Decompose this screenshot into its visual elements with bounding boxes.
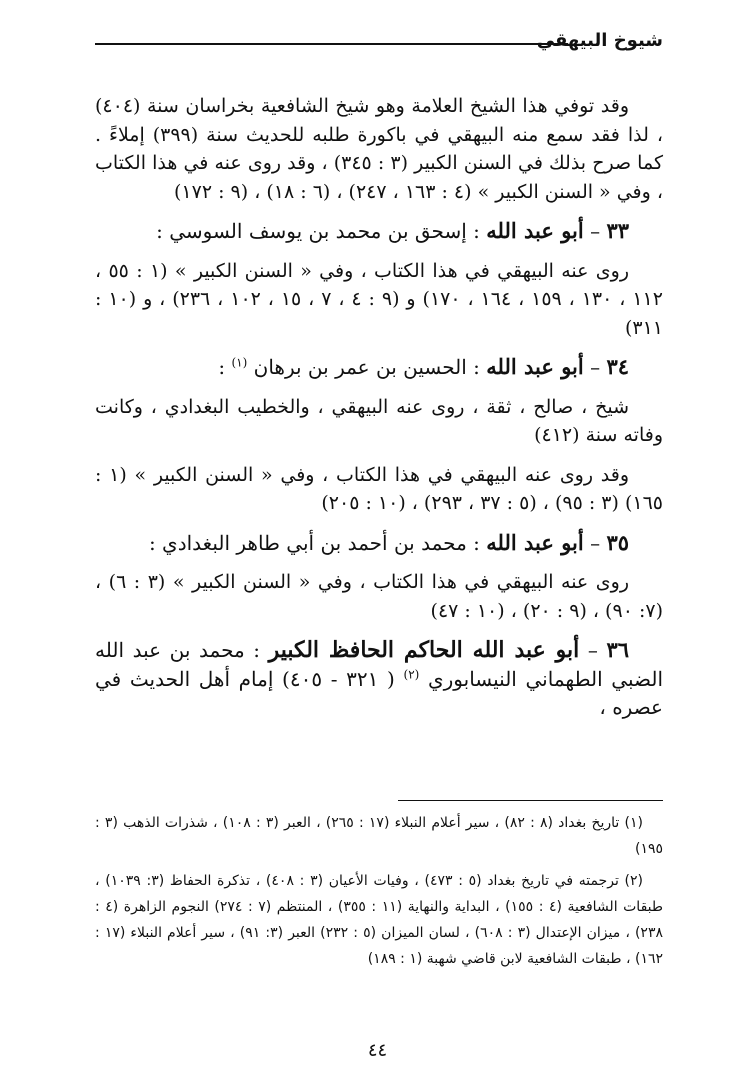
paragraph-intro: وقد توفي هذا الشيخ العلامة وهو شيخ الشافعية بخراسان سنة (٤٠٤) ، لذا فقد سمع منه البيهقي في باكورة طلبه للحديث سنة (٣٩٩) إملاءً . كما صرح بذلك في السنن الكبير (٣ : ٣٤٥) ، وقد روى عنه في هذا الكتاب ، وفي « السنن الكبير » (٤ : ١٦٣ ، ٢٤٧) ، (٦ : ١٨) ، (٩ : ١٧٢) — [95, 95, 664, 203]
entry-kunya: أبو عبد الله — [486, 218, 584, 243]
page-number: ٤٤ — [367, 1040, 388, 1061]
entry-tail: ( ٣٢١ - ٤٠٥) إمام أهل الحديث في عصره ، — [95, 666, 663, 719]
entry-name: : محمد بن أحمد بن أبي طاهر البغدادي : — [148, 530, 480, 555]
footnotes — [95, 810, 663, 978]
entry-kunya: أبو عبد الله — [486, 354, 584, 379]
footnote-2: (٢) ترجمته في تاريخ بغداد (٥ : ٤٧٣) ، وفيات الأعيان (٣ : ٤٠٨) ، تذكرة الحفاظ (٣: ١٠٣٩) ، طبقات الشافعية (٤ : ١٥٥) ، البداية والنهاية (١١ : ٣٥٥) ، المنتظم (٧ : ٢٧٤) النجوم الزاهرة (٤ : ٢٣٨) ، ميزان الإعتدال (٣ : ٦٠٨) ، لسان الميزان (٥ : ٢٣٢) العبر (٣: ٩١) ، سير أعلام النبلاء (١٧ : ١٦٢) ، طبقات الشافعية لابن قاضي شهبة (١ : ١٨٩) — [95, 873, 664, 967]
running-title: شيوخ البيهقي — [536, 30, 663, 51]
footnote-1: (١) تاريخ بغداد (٨ : ٨٢) ، سير أعلام النبلاء (١٧ : ٢٦٥) ، العبر (٣ : ١٠٨) ، شذرات الذهب (٣ : ١٩٥) — [95, 815, 663, 857]
entry-33-text: روى عنه البيهقي في هذا الكتاب ، وفي « السنن الكبير » (١ : ٥٥ ، ١١٢ ، ١٣٠ ، ١٥٩ ، ١٦٤ ، ١٧٠) و (٩ : ٤ ، ٧ ، ١٥ ، ١٠٢ ، ٢٣٦) ، و (١٠ : ٣١١) — [95, 259, 663, 339]
header-rule — [95, 43, 568, 45]
entry-number: ٣٣ — [606, 218, 629, 243]
entry-name: : الحسين بن عمر بن برهان — [253, 355, 480, 379]
entry-tail: : — [218, 355, 226, 379]
entry-number: ٣٥ — [606, 529, 629, 555]
entry-34-text-b: وقد روى عنه البيهقي في هذا الكتاب ، وفي « السنن الكبير » (١ : ١٦٥) (٣ : ٩٥) ، (٥ : ٣٧ ، ٢٩٣) ، (١٠ : ٢٠٥) — [95, 463, 663, 514]
entry-33-heading: ٣٣ – أبو عبد الله : إسحق بن محمد بن يوسف السوسي : — [156, 218, 629, 243]
footnote-rule — [398, 800, 663, 801]
main-text — [95, 92, 663, 733]
entry-35-heading: ٣٥ – أبو عبد الله : محمد بن أحمد بن أبي طاهر البغدادي : — [148, 529, 629, 555]
entry-name: : إسحق بن محمد بن يوسف السوسي : — [156, 219, 480, 243]
running-header — [95, 30, 663, 54]
entry-name: : محمد بن عبد الله الضبي الطهماني النيسابوري — [95, 638, 664, 691]
entry-kunya: أبو عبد الله — [486, 529, 584, 555]
footnote-ref-1: (١) — [231, 355, 248, 370]
entry-number: ٣٦ — [606, 637, 629, 662]
entry-34-heading: ٣٤ – أبو عبد الله : الحسين بن عمر بن برهان $^{(١)}$ : — [218, 354, 629, 379]
entry-34-text-a: شيخ ، صالح ، ثقة ، روى عنه البيهقي ، والخطيب البغدادي ، وكانت وفاته سنة (٤١٢) — [95, 395, 663, 446]
entry-35-text: روى عنه البيهقي في هذا الكتاب ، وفي « السنن الكبير » (٣ : ٦) ، (٧: ٩٠) ، (٩ : ٢٠) ، (١٠ : ٤٧) — [95, 571, 663, 622]
footnote-ref-2: (٢) — [403, 666, 420, 681]
entry-number: ٣٤ — [606, 354, 629, 379]
entry-kunya: أبو عبد الله الحاكم الحافظ الكبير — [268, 637, 580, 663]
entry-36-heading: ٣٦ – أبو عبد الله الحاكم الحافظ الكبير : محمد بن عبد الله الضبي الطهماني النيسابوري $^{(٢)}$ ( ٣٢١ - ٤٠٥) إمام أهل الحديث في عصره ، — [95, 637, 664, 719]
